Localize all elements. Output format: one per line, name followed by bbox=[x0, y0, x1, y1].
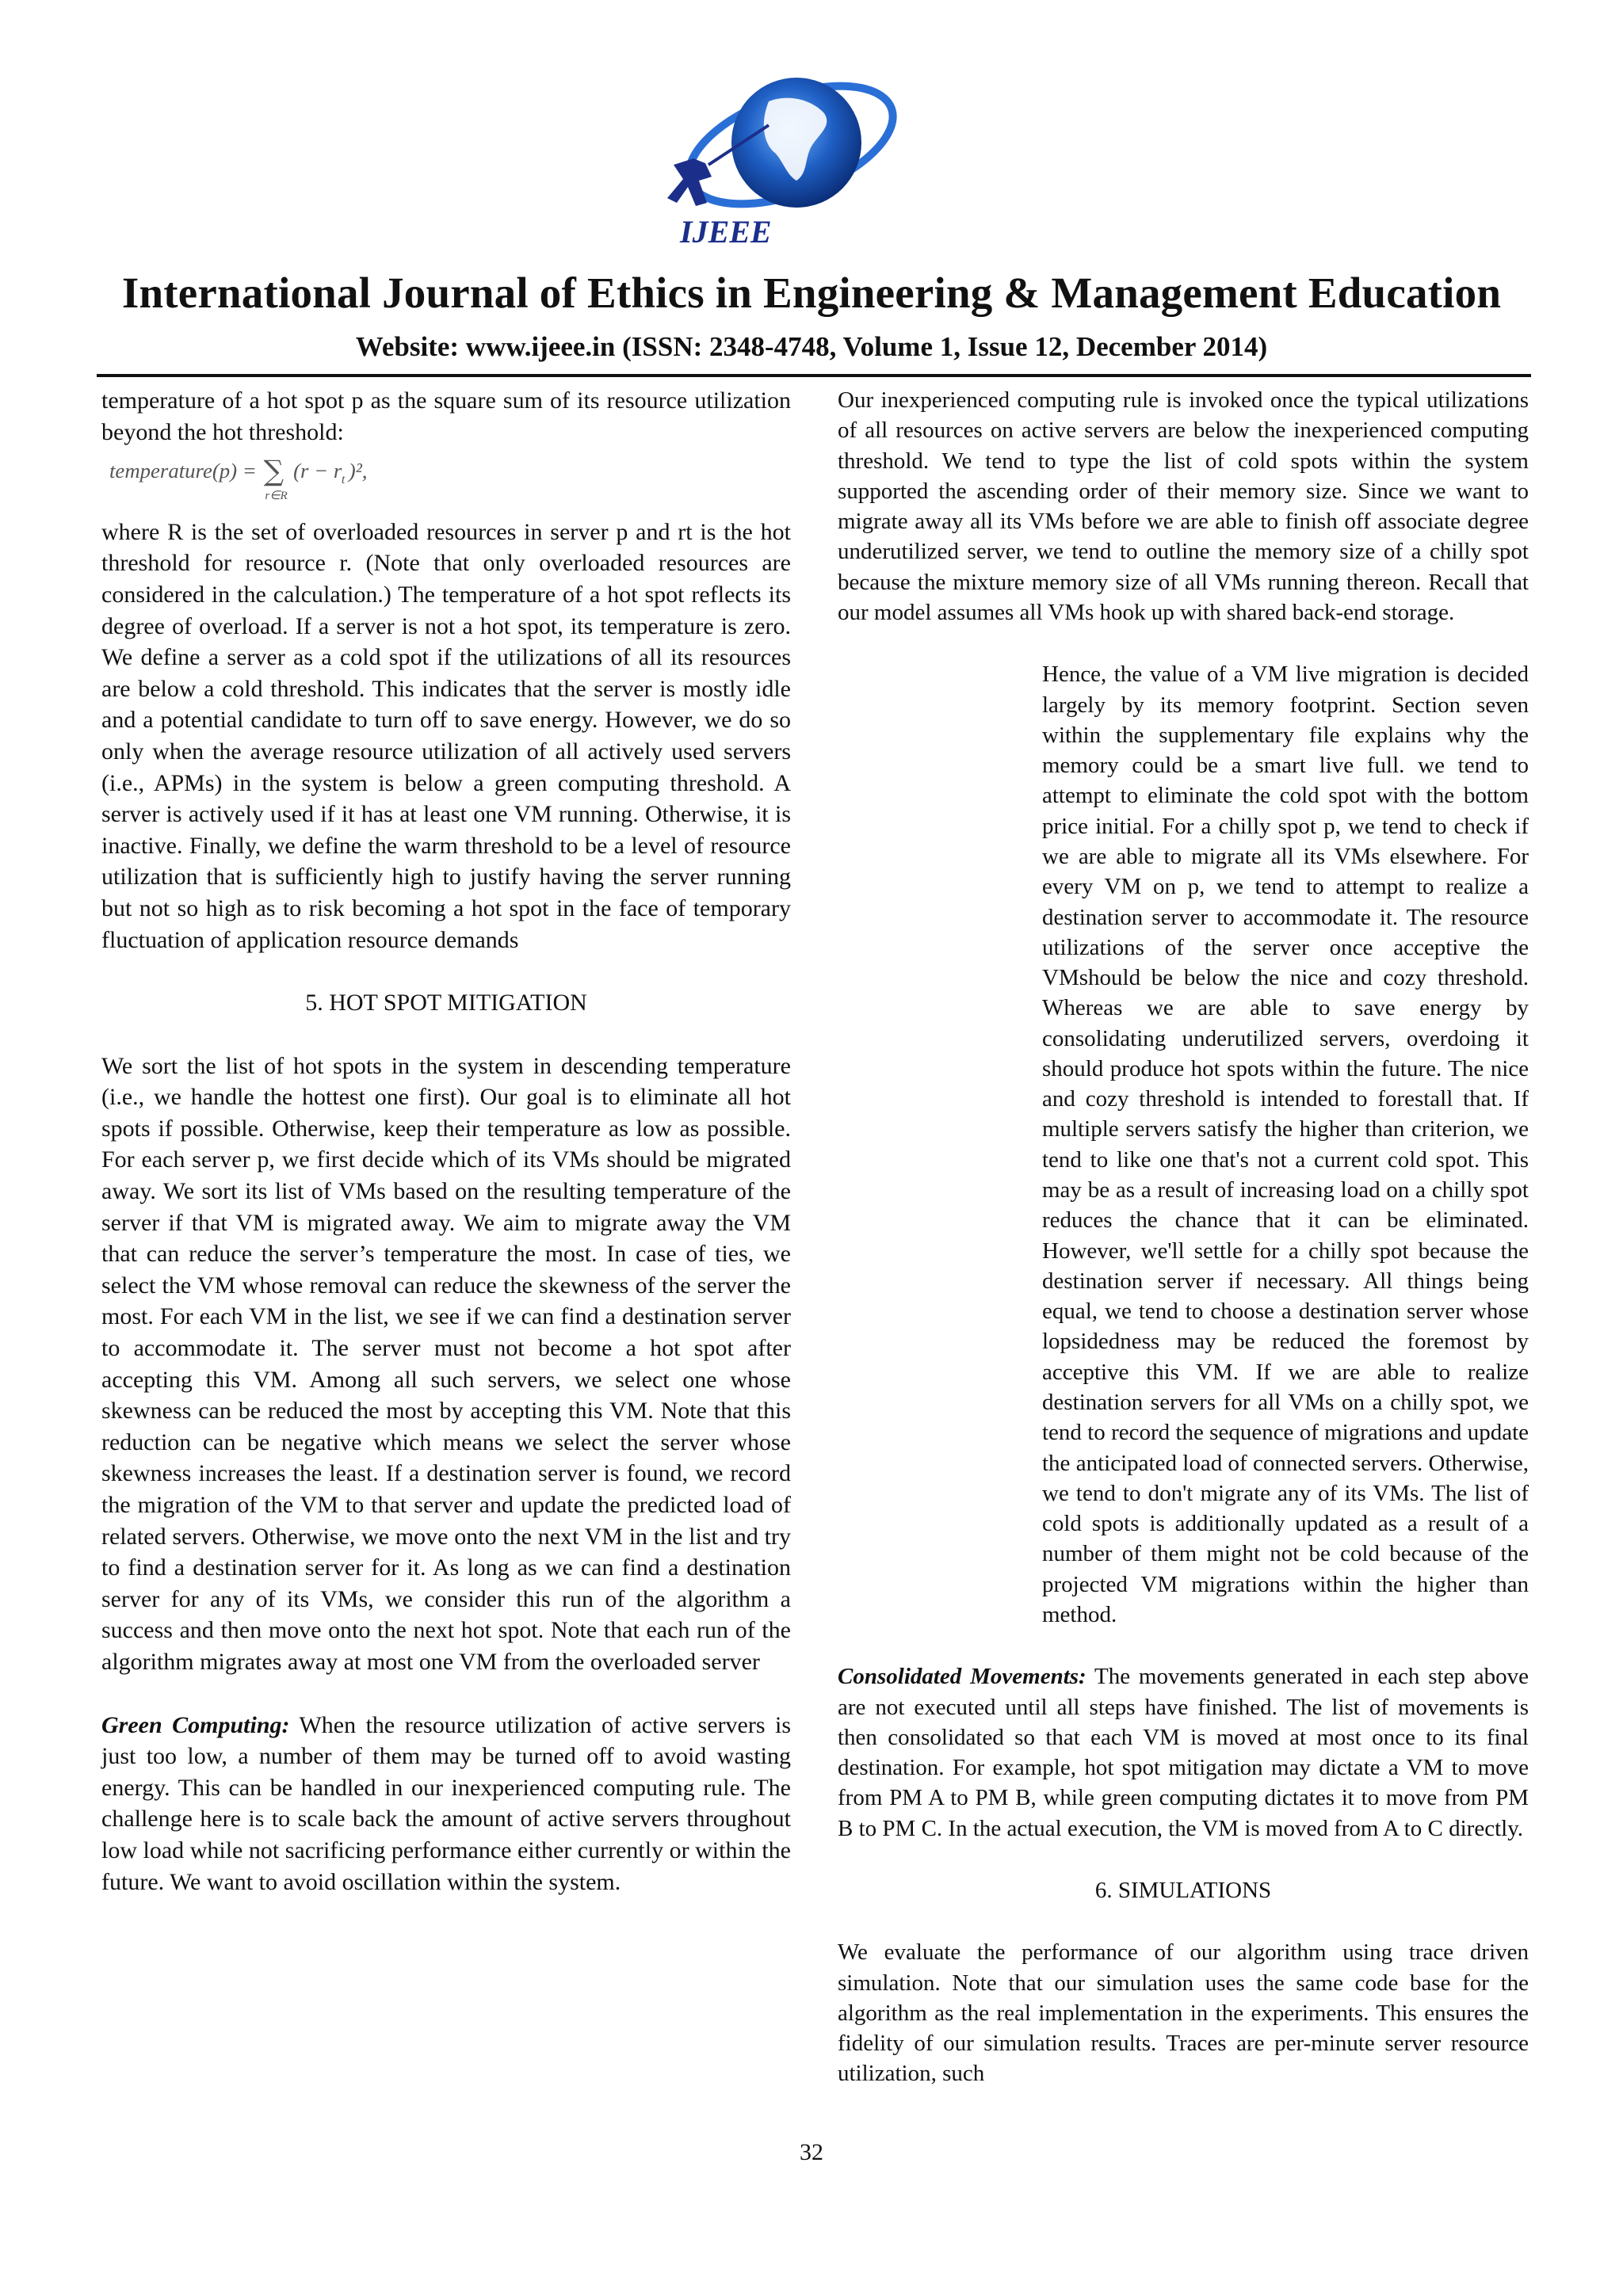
formula-rhs: (r − r bbox=[293, 459, 342, 483]
green-computing-text: When the resource utilization of active servers is just too low, a number of them may be turned off to avoid wasting energy. This can be handled in our inexperienced computing rule. The challenge here is to scale back the amount of active servers throughout low load while not sacrificing performance either currently or within the future. We want to avoid oscillation within the system. bbox=[101, 1711, 792, 1895]
formula-rhs-sub: t bbox=[341, 473, 346, 487]
journal-subtitle: Website: www.ijeee.in (ISSN: 2348-4748, Volume 1, Issue 12, December 2014) bbox=[355, 331, 1268, 362]
consolidated-movements-lead: Consolidated Movements: bbox=[838, 1664, 1086, 1690]
right-column bbox=[838, 385, 1529, 2089]
green-computing-lead: Green Computing: bbox=[101, 1711, 290, 1738]
left-paragraph-4 bbox=[101, 1710, 791, 1898]
left-paragraph-3: We sort the list of hot spots in the system in descending temperature (i.e., we handle the hottest one first). Our goal is to eliminate all hot spots if possible. Otherwise, keep their temperature as low as possible. For each server p, we first decide which of its VMs should be migrated away. We sort its list of VMs based on the resulting temperature of the server if that VM is migrated away. We aim to migrate away the VM that can reduce the server’s temperature the most. In case of ties, we select the VM whose removal can reduce the skewness of the server the most. For each VM in the list, we see if we can find a destination server to accommodate it. The server must not become a hot spot after accepting this VM. Among all such servers, we select one whose skewness can be reduced the most by accepting this VM. Note that this reduction can be negative which means we select the server whose skewness increases the least. If a destination server is found, we record the migration of the VM to that server and update the predicted load of related servers. Otherwise, we move onto the next VM in the list and try to find a destination server for it. As long as we can find a destination server for any of its VMs, we consider this run of the algorithm a success and then move onto the next hot spot. Note that each run of the algorithm migrates away at most one VM from the overloaded server bbox=[101, 1052, 791, 1675]
section-heading-5: 5. HOT SPOT MITIGATION bbox=[305, 990, 587, 1016]
logo-text: IJEEE bbox=[680, 214, 772, 250]
consolidated-movements-text: The movements generated in each step above are not executed until all steps have finished. The list of movements is then consolidated so that each VM is moved at most once to its final destination. For example, hot spot mitigation may dictate a VM to move from PM A to PM B, while green computing dictates it to move from PM B to PM C. In the actual execution, the VM is moved from A to C directly. bbox=[838, 1664, 1529, 1841]
right-paragraph-3 bbox=[838, 1661, 1529, 1844]
left-paragraph-2: where R is the set of overloaded resources in server p and rt is the hot threshold for resource r. (Note that only overloaded resources are considered in the calculation.) The temperature of a hot spot reflects its degree of overload. If a server is not a hot spot, its temperature is zero. We define a server as a cold spot if the utilizations of all its resources are below a cold threshold. This indicates that the server is mostly idle and a potential candidate to turn off to save energy. However, we do so only when the average resource utilization of all actively used servers (i.e., APMs) in the system is below a green computing threshold. A server is actively used if it has at least one VM running. Otherwise, it is inactive. Finally, we define the warm threshold to be a level of resource utilization that is sufficiently high to justify having the server running but not so high as to risk becoming a hot spot in the face of temporary fluctuation of application resource demands bbox=[101, 518, 791, 953]
formula-sum: ∑ bbox=[263, 455, 285, 488]
right-paragraph-2: Hence, the value of a VM live migration is decided largely by its memory footprint. Section seven within the supplementary file explains why the memory could be a smart live full. we tend to attempt to eliminate the cold spot with the bottom price initial. For a chilly spot p, we tend to check if we are able to migrate all its VMs elsewhere. For every VM on p, we tend to attempt to realize a destination server to accommodate it. The resource utilizations of the server once acceptive the VMshould be below the nice and cozy threshold. Whereas we are able to save energy by consolidating underutilized servers, overdoing it should produce hot spots within the future. The nice and cozy threshold is intended to forestall that. If multiple servers satisfy the higher than criterion, we tend to like one that's not a current cold spot. This may be as a result of increasing load on a chilly spot reduces the chance that it can be eliminated. However, we'll settle for a chilly spot because the destination server if necessary. All things being equal, we tend to choose a destination server whose lopsidedness may be reduced the foremost by acceptive this VM. If we are able to realize destination servers for all VMs on a chilly spot, we tend to record the sequence of migrations and update the anticipated load of connected servers. Otherwise, we tend to don't migrate any of its VMs. The list of cold spots is additionally updated as a result of a number of them might not be cold because of the projected VM migrations within the higher than method. bbox=[1042, 662, 1529, 1627]
left-paragraph-1: temperature of a hot spot p as the square sum of its resource utilization beyond the hot threshold: bbox=[101, 387, 791, 445]
left-column bbox=[101, 385, 791, 1897]
formula-lhs: temperature(p) = bbox=[109, 459, 257, 483]
header-rule bbox=[97, 374, 1531, 377]
page-number: 32 bbox=[800, 2139, 823, 2165]
temperature-formula bbox=[109, 451, 506, 505]
formula-rhs-end: )², bbox=[348, 459, 368, 483]
journal-title: International Journal of Ethics in Engineering & Management Education bbox=[121, 269, 1502, 317]
fencer-figure bbox=[667, 158, 712, 206]
ijeee-logo bbox=[650, 70, 911, 254]
right-paragraph-4: We evaluate the performance of our algorithm using trace driven simulation. Note that our simulation uses the same code base for the algorithm as the real implementation in the experiments. This ensures the fidelity of our simulation results. Traces are per-minute server resource utilization, such bbox=[838, 1939, 1529, 2087]
section-heading-6: 6. SIMULATIONS bbox=[1094, 1877, 1272, 1903]
right-paragraph-1: Our inexperienced computing rule is invoked once the typical utilizations of all resources on active servers are below the inexperienced computing threshold. We tend to type the list of cold spots within the system supported the ascending order of their memory size. Since we want to migrate away all its VMs before we are able to finish off associate degree underutilized server, we tend to outline the memory size of a chilly spot because the mixture memory size of all VMs running thereon. Recall that our model assumes all VMs hook up with shared back-end storage. bbox=[838, 387, 1529, 625]
formula-sub: r∈R bbox=[265, 488, 288, 502]
